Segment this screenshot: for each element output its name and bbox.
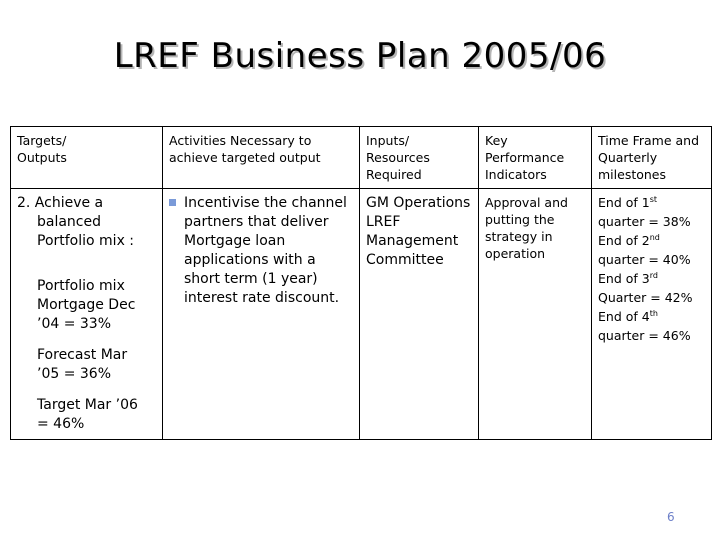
target-text: 2. Achieve a [17,195,104,211]
milestone-text: Quarter = 42% [598,290,693,305]
table-header-row [11,127,712,189]
slide-title: LREF Business Plan 2005/06 [113,36,607,76]
header-text: Quarterly [598,150,658,165]
target-output-cell [11,189,163,440]
header-kpi [479,127,592,189]
header-text: Time Frame and [598,133,700,148]
milestone-text: End of 1 [598,195,650,210]
milestone-ordinal: th [649,308,658,318]
milestone-text: End of 2 [598,233,650,248]
square-bullet-icon [169,199,176,206]
inputs-text: GM Operations [366,195,471,211]
header-text: Indicators [485,167,547,182]
target-text: Mortgage Dec [37,297,136,313]
header-targets-outputs [11,127,163,189]
header-inputs-resources [360,127,479,189]
milestone-text: End of 4 [598,309,650,324]
milestone-ordinal: st [649,194,658,204]
business-plan-table [10,126,712,440]
milestone-item [598,270,705,307]
page-number: 6 [667,510,675,524]
kpi-text: strategy in [485,229,553,244]
header-text: Required [366,167,422,182]
target-text: Portfolio mix : [37,233,135,249]
inputs-text: LREF [366,214,401,230]
inputs-text: Committee [366,252,444,268]
milestones-cell [592,189,712,440]
activity-cell [163,189,360,440]
target-text: Target Mar ’06 [37,397,138,413]
header-text: Inputs/ [366,133,410,148]
milestone-item [598,194,705,231]
header-activities [163,127,360,189]
inputs-text: Management [366,233,459,249]
header-text: milestones [598,167,666,182]
kpi-cell [479,189,592,440]
header-text: Activities Necessary to achieve targeted output [169,133,321,165]
milestone-item [598,308,705,345]
target-text: Forecast Mar [37,347,128,363]
milestone-text: quarter = 46% [598,328,691,343]
kpi-text: Approval and [485,195,568,210]
header-time-frame [592,127,712,189]
target-text: = 46% [37,416,85,432]
milestone-item [598,232,705,269]
milestone-ordinal: nd [649,232,660,242]
milestone-text: quarter = 38% [598,214,691,229]
activity-text: Incentivise the channel partners that deliver Mortgage loan applications with a short term (1 year) interest rate discount. [184,195,347,306]
inputs-cell [360,189,479,440]
header-text: Outputs [17,150,67,165]
milestone-text: quarter = 40% [598,252,691,267]
target-text: ’05 = 36% [37,366,112,382]
header-text: Targets/ [17,133,67,148]
header-text: Performance [485,150,565,165]
table-row [11,189,712,440]
target-text: balanced [37,214,102,230]
activity-item [169,194,353,308]
kpi-text: operation [485,246,546,261]
target-text: ’04 = 33% [37,316,112,332]
target-text: Portfolio mix [37,278,125,294]
header-text: Resources [366,150,430,165]
header-text: Key [485,133,508,148]
milestone-text: End of 3 [598,271,650,286]
kpi-text: putting the [485,212,555,227]
milestone-ordinal: rd [649,270,658,280]
